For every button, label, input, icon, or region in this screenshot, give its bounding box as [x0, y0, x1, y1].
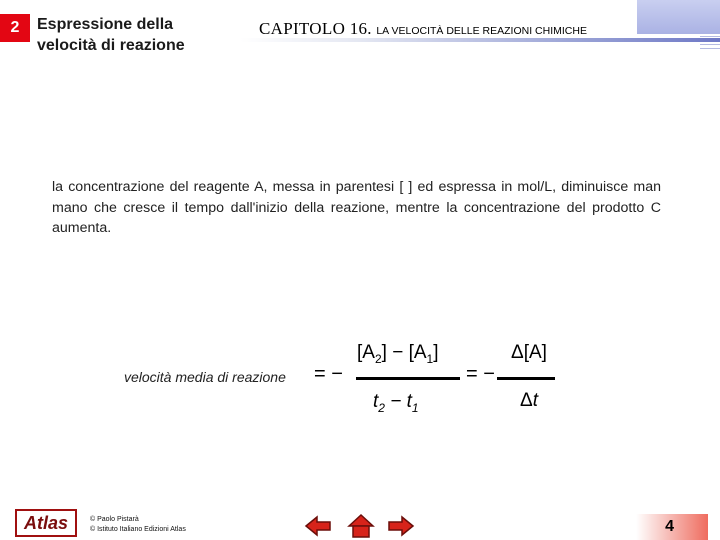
atlas-logo — [15, 509, 77, 537]
time-variable: t — [532, 390, 538, 411]
header-rule — [240, 38, 720, 42]
formula-equals-minus-1: = − — [314, 363, 343, 385]
next-button[interactable] — [386, 513, 416, 539]
chapter-label: CAPITOLO 16. — [259, 19, 372, 38]
formula-denominator-1: $t_2 - t_1$ — [373, 391, 419, 415]
logo-text: Atlas — [23, 512, 68, 533]
formula-numerator-2: Δ[A] — [511, 342, 547, 363]
chapter-subtitle: LA VELOCITÀ DELLE REAZIONI CHIMICHE — [376, 25, 587, 37]
formula-numerator-1: $[A_2] - [A_1]$ — [357, 342, 439, 366]
corner-decoration — [637, 0, 720, 34]
arrow-right-icon — [386, 514, 416, 538]
fraction-bar-2 — [497, 377, 555, 380]
delta-symbol: Δ — [520, 390, 533, 411]
formula-denominator-2 — [520, 390, 538, 412]
home-icon — [347, 513, 375, 539]
section-number-badge: 2 — [0, 14, 30, 42]
section-title: Espressione della velocità di reazione — [37, 16, 185, 54]
formula-equals-minus-2: = − — [466, 363, 495, 385]
fraction-bar-1 — [356, 377, 460, 380]
body-paragraph: la concentrazione del reagente A, messa in parentesi [ ] ed espressa in mol/L, diminuisce man mano che cresce il tempo dall'inizio della reazione, mentre la concentrazione del prodotto C aumenta. — [52, 179, 661, 236]
copyright-publisher: © Istituto Italiano Edizioni Atlas — [90, 526, 186, 533]
copyright-notice — [90, 515, 186, 535]
page-number: 4 — [636, 514, 708, 540]
copyright-author: © Paolo Pistarà — [90, 516, 139, 523]
chapter-heading — [259, 19, 587, 39]
formula-label: velocità media di reazione — [124, 369, 286, 385]
arrow-left-icon — [303, 514, 333, 538]
prev-button[interactable] — [303, 513, 333, 539]
home-button[interactable] — [346, 513, 376, 539]
